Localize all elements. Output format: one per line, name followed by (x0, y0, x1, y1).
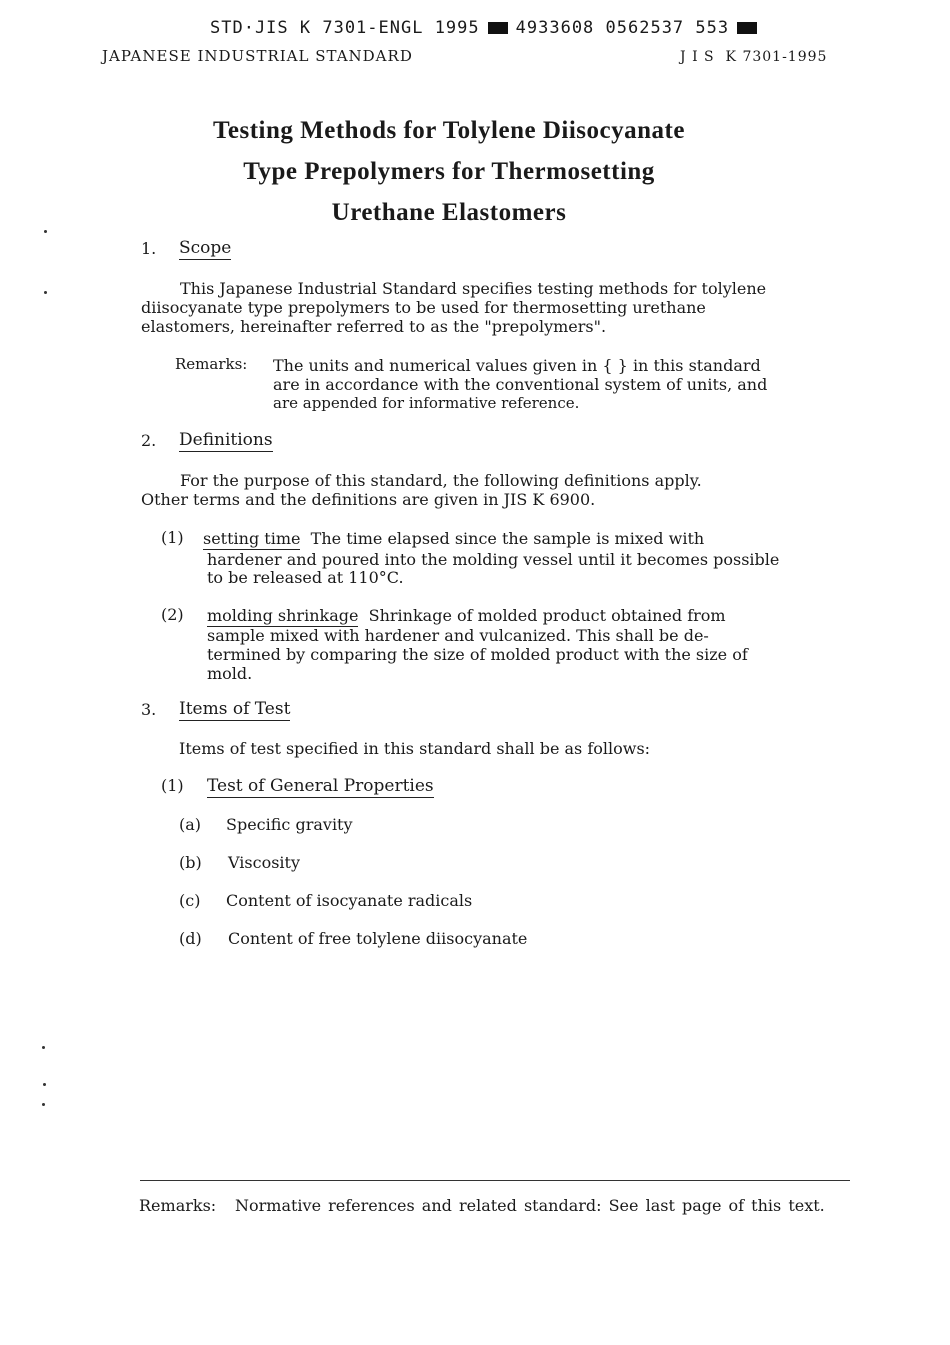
section-number: 2. (141, 431, 157, 450)
standard-organization: JAPANESE INDUSTRIAL STANDARD (102, 47, 413, 65)
definition-number: (2) (161, 605, 184, 624)
remarks-line: are appended for informative reference. (273, 394, 580, 412)
definition-term: setting time (203, 529, 301, 548)
footer-divider (140, 1180, 850, 1181)
scan-speck (43, 1083, 46, 1086)
test-item-label: (d) (179, 929, 202, 948)
scope-paragraph-line: elastomers, hereinafter referred to as the "prepolymers". (141, 317, 607, 336)
test-item-label: (b) (179, 853, 202, 872)
catalog-code: STD·JIS K 7301-ENGL 1995 (210, 18, 480, 38)
test-item-text: Specific gravity (226, 815, 353, 834)
scan-speck (42, 1046, 45, 1049)
test-item-text: Content of free tolylene diisocyanate (228, 929, 528, 948)
scope-paragraph-line: diisocyanate type prepolymers to be used for thermosetting urethane (141, 298, 706, 317)
section-heading-scope: Scope (179, 238, 232, 258)
definition-text-line: hardener and poured into the molding vessel until it becomes possible (207, 550, 780, 569)
section-number: 1. (141, 239, 157, 258)
document-title-line-3: Urethane Elastomers (331, 199, 567, 226)
standard-number: J I S K 7301-1995 (680, 49, 828, 65)
test-item-text: Content of isocyanate radicals (226, 891, 473, 910)
scan-speck (42, 1103, 45, 1106)
document-title-line-2: Type Prepolymers for Thermosetting (243, 158, 655, 185)
scope-paragraph-line: This Japanese Industrial Standard specifies testing methods for tolylene (180, 279, 767, 298)
scan-speck (44, 230, 47, 233)
document-catalog-line (210, 18, 765, 38)
scan-speck (44, 291, 47, 294)
document-title-line-1: Testing Methods for Tolylene Diisocyanate (213, 117, 685, 144)
footer-remarks-text: Normative references and related standard: See last page of this text. (235, 1196, 825, 1215)
definition-text-line: termined by comparing the size of molded product with the size of (207, 645, 748, 664)
barcode-block (737, 22, 757, 34)
barcode-block (488, 22, 508, 34)
subsection-number: (1) (161, 776, 184, 795)
section-heading-items-of-test: Items of Test (179, 699, 291, 719)
remarks-label: Remarks: (175, 355, 248, 373)
definition-text-line: to be released at 110°C. (207, 568, 404, 587)
section-heading-definitions: Definitions (179, 430, 273, 450)
subsection-heading: Test of General Properties (207, 776, 434, 796)
items-intro: Items of test specified in this standard shall be as follows: (179, 739, 651, 758)
definitions-paragraph-line: For the purpose of this standard, the following definitions apply. (180, 471, 702, 490)
footer-remarks-label: Remarks: (139, 1196, 217, 1215)
remarks-line: The units and numerical values given in { } in this standard (273, 356, 761, 375)
test-item-text: Viscosity (228, 853, 300, 872)
definition-text: Shrinkage of molded product obtained from (368, 606, 726, 625)
definition-term-line (203, 529, 704, 548)
definitions-paragraph-line: Other terms and the definitions are given in JIS K 6900. (141, 490, 596, 509)
definition-text-line: sample mixed with hardener and vulcanized. This shall be de- (207, 626, 709, 645)
section-number: 3. (141, 700, 157, 719)
catalog-number: 4933608 0562537 553 (515, 18, 730, 38)
definition-text-line: mold. (207, 664, 253, 683)
test-item-label: (c) (179, 891, 201, 910)
remarks-line: are in accordance with the conventional system of units, and (273, 375, 768, 394)
definition-text: The time elapsed since the sample is mixed with (310, 529, 705, 548)
definition-term: molding shrinkage (207, 606, 359, 625)
test-item-label: (a) (179, 815, 202, 834)
definition-term-line (207, 606, 726, 625)
definition-number: (1) (161, 528, 184, 547)
